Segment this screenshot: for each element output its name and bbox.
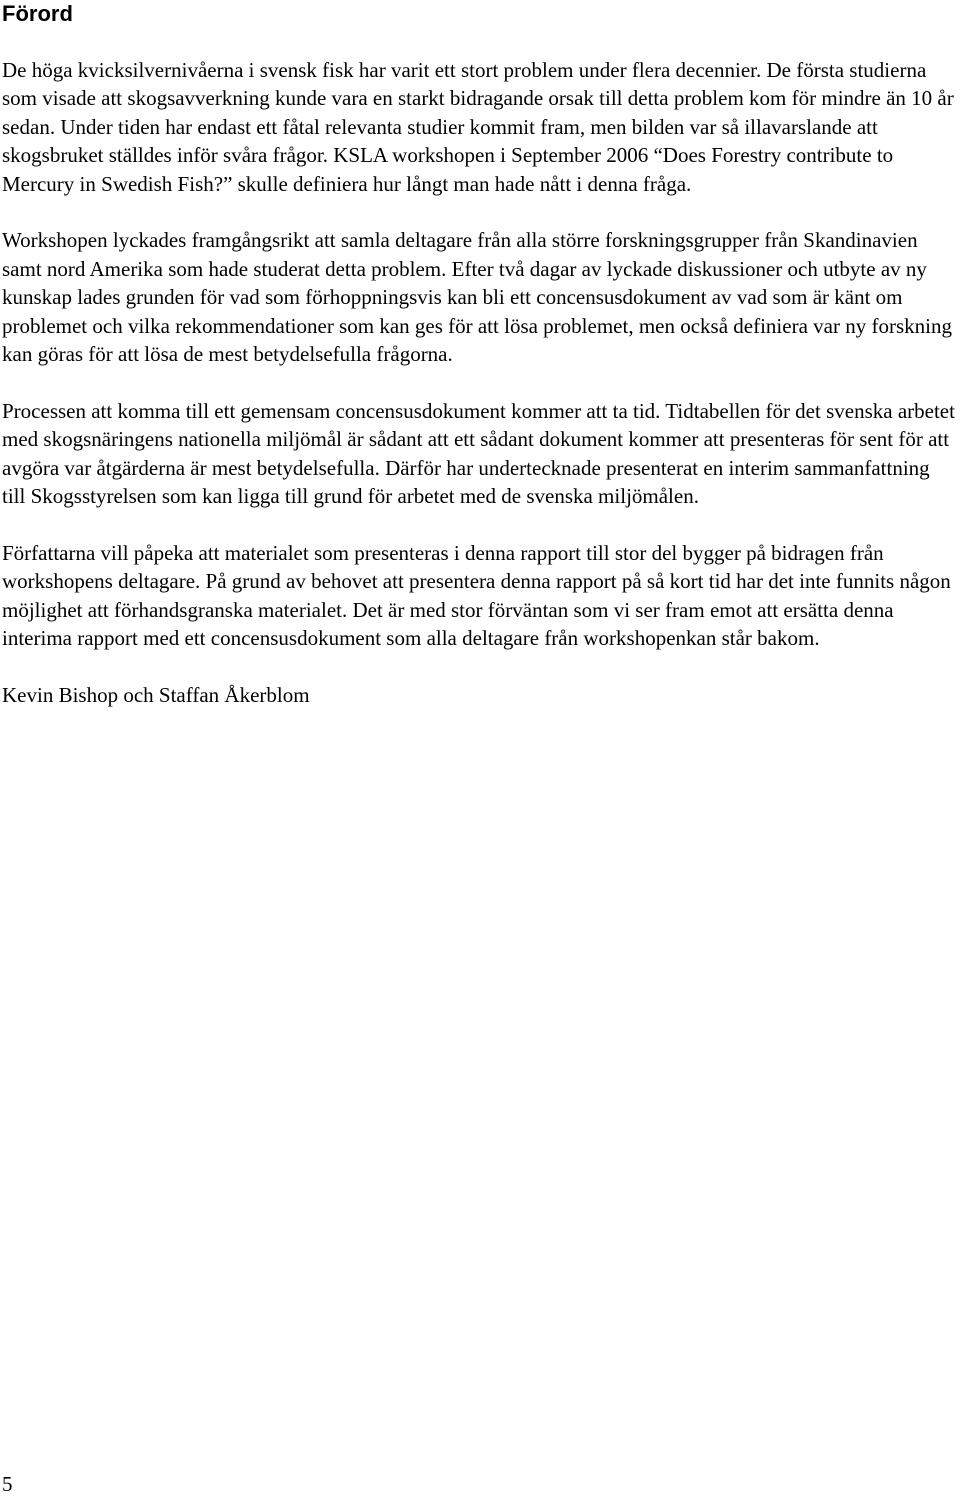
page-number: 5: [2, 1472, 13, 1496]
paragraph: Författarna vill påpeka att materialet som presenteras i denna rapport till stor del bygger på bidragen från workshopens deltagare. På grund av behovet att presentera denna rapport på så kort tid har det inte funnits någon möjlighet att förhandsgranska materialet. Det är med stor förväntan som vi ser fram emot att ersätta denna interima rapport med ett concensusdokument som alla deltagare från workshopenkan står bakom.: [2, 540, 951, 651]
signature: Kevin Bishop och Staffan Åkerblom: [2, 682, 310, 707]
paragraph: Workshopen lyckades framgångsrikt att samla deltagare från alla större forskningsgrupper från Skandinavien samt nord Amerika som hade studerat detta problem. Efter två dagar av lyckade diskussioner och utbyte av ny kunskap lades grunden för vad som förhoppningsvis kan bli ett concensusdokument av vad som är känt om problemet och vilka rekommendationer som kan ges för att lösa problemet, men också definiera var ny forskning kan göras för att lösa de mest betydelsefulla frågorna.: [2, 228, 952, 367]
page-title: Förord: [2, 1, 73, 26]
paragraph: Processen att komma till ett gemensam concensusdokument kommer att ta tid. Tidtabellen för det svenska arbetet med skogsnäringens nationella miljömål är sådant att ett sådant dokument kommer att presenteras för sent för att avgöra var åtgärderna är mest betydelsefulla. Därför har undertecknade presenterat en interim sammanfattning till Skogsstyrelsen som kan ligga till grund för arbetet med de svenska miljömålen.: [2, 398, 955, 509]
paragraph: De höga kvicksilvernivåerna i svensk fisk har varit ett stort problem under flera decennier. De första studierna som visade att skogsavverkning kunde vara en starkt bidragande orsak till detta problem kom för mindre än 10 år sedan. Under tiden har endast ett fåtal relevanta studier kommit fram, men bilden var så illavarslande att skogsbruket ställdes inför svåra frågor. KSLA workshopen i September 2006 “Does Forestry contribute to Mercury in Swedish Fish?” skulle definiera hur långt man hade nått i denna fråga.: [2, 58, 954, 196]
document-body: [2, 56, 958, 738]
